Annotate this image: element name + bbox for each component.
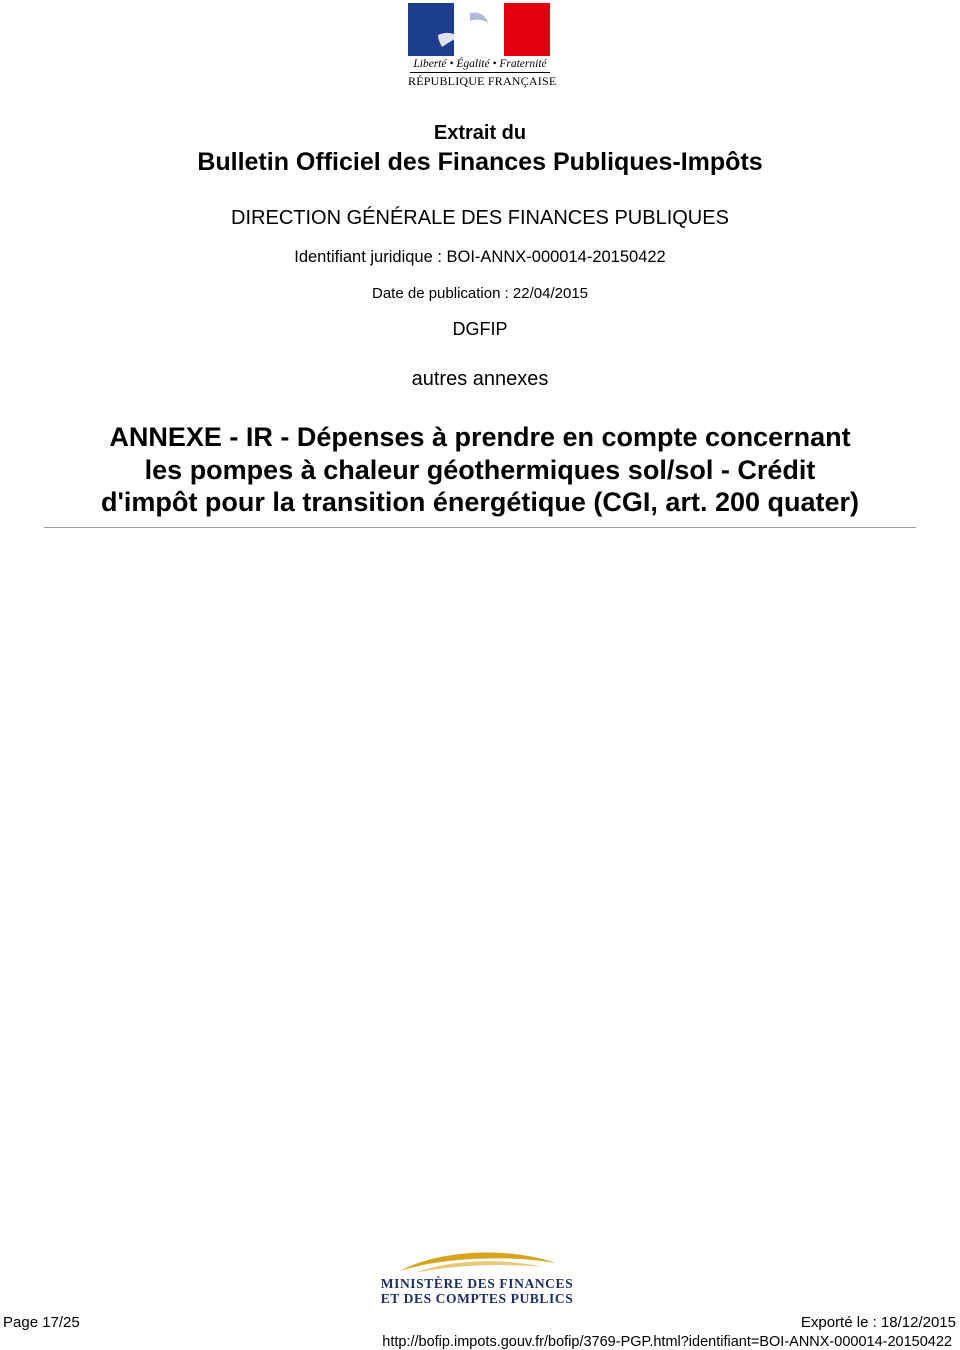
page-number: Page 17/25	[3, 1314, 80, 1331]
bulletin-title: Bulletin Officiel des Finances Publiques-Impôts	[197, 148, 763, 176]
document-title-line: ANNEXE - IR - Dépenses à prendre en compte concernant	[109, 422, 851, 452]
document-series: autres annexes	[411, 368, 549, 390]
republique-motto: Liberté • Égalité • Fraternité	[413, 58, 547, 70]
ministere-finances-logo	[370, 1247, 584, 1309]
tricolor-flag	[408, 3, 550, 56]
ministere-arc-icon	[370, 1247, 584, 1277]
extrait-label: Extrait du	[433, 122, 527, 144]
marianne-profile-icon	[408, 3, 550, 56]
document-title-line: les pompes à chaleur géothermiques sol/sol - Crédit	[144, 454, 816, 485]
title-divider	[44, 527, 916, 528]
publication-date: Date de publication : 22/04/2015	[372, 285, 588, 302]
direction-heading: DIRECTION GÉNÉRALE DES FINANCES PUBLIQUES	[231, 207, 729, 229]
document-title-line: d'impôt pour la transition énergétique (CGI, art. 200 quater)	[100, 487, 860, 517]
legal-identifier: Identifiant juridique : BOI-ANNX-000014-20150422	[294, 248, 666, 266]
document-title	[40, 421, 920, 519]
logo-divider	[410, 72, 550, 73]
source-url[interactable]: http://bofip.impots.gouv.fr/bofip/3769-PGP.html?identifiant=BOI-ANNX-000014-20150422	[382, 1334, 952, 1350]
service-name: DGFIP	[452, 319, 508, 339]
ministere-line1: MINISTÈRE DES FINANCES	[380, 1276, 574, 1291]
republique-francaise-logo	[408, 3, 557, 89]
republique-name: RÉPUBLIQUE FRANÇAISE	[408, 74, 557, 88]
ministere-line2: ET DES COMPTES PUBLICS	[380, 1291, 574, 1306]
export-date: Exporté le : 18/12/2015	[800, 1314, 956, 1331]
